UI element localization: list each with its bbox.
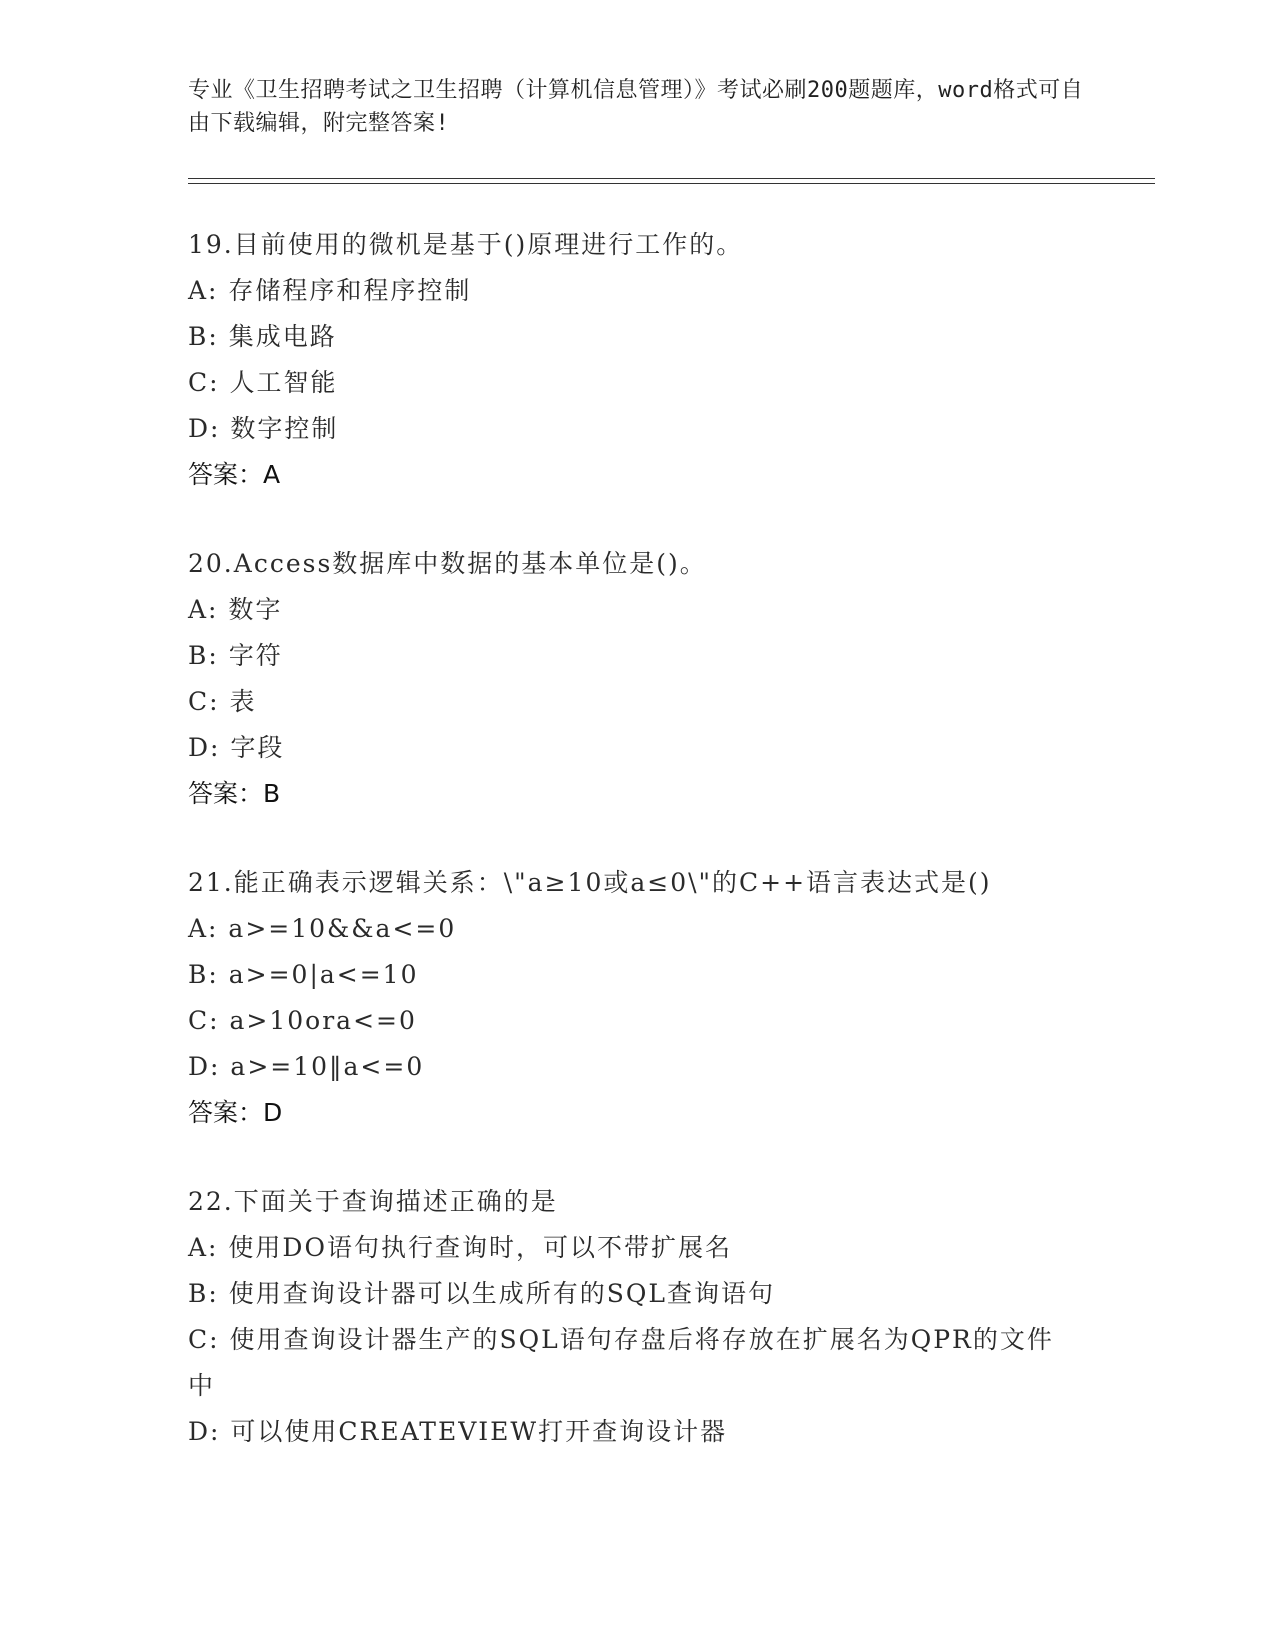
option-d: D: a>=10‖a<=0 — [188, 1052, 425, 1081]
question-22 — [188, 1179, 1088, 1455]
option-c: C: 使用查询设计器生产的SQL语句存盘后将存放在扩展名为QPR的文件中 — [188, 1325, 1054, 1400]
question-19 — [188, 222, 1088, 498]
option-b: B: 集成电路 — [188, 322, 337, 351]
option-a: A: 数字 — [188, 595, 283, 624]
header-divider-bottom — [188, 183, 1155, 184]
option-d: D: 字段 — [188, 733, 285, 762]
option-b: B: 字符 — [188, 641, 283, 670]
question-title: 21.能正确表示逻辑关系：\"a≥10或a≤0\"的C++语言表达式是() — [188, 868, 992, 897]
option-a: A: a>=10&&a<=0 — [188, 914, 457, 943]
answer: 答案：D — [188, 1098, 283, 1127]
header-divider-top — [188, 178, 1155, 179]
answer: 答案：A — [188, 460, 281, 489]
question-title: 20.Access数据库中数据的基本单位是()。 — [188, 549, 707, 578]
option-c: C: 人工智能 — [188, 368, 338, 397]
option-a: A: 存储程序和程序控制 — [188, 276, 472, 305]
option-b: B: a>=0|a<=10 — [188, 960, 419, 989]
option-d: D: 可以使用CREATEVIEW打开查询设计器 — [188, 1417, 728, 1446]
option-d: D: 数字控制 — [188, 414, 339, 443]
option-a: A: 使用DO语句执行查询时，可以不带扩展名 — [188, 1233, 732, 1262]
document-header: 专业《卫生招聘考试之卫生招聘（计算机信息管理）》考试必刷200题题库，word格式可自由下载编辑，附完整答案! — [188, 78, 1084, 136]
question-20 — [188, 541, 1088, 817]
question-21 — [188, 860, 1088, 1136]
option-c: C: 表 — [188, 687, 257, 716]
option-c: C: a>10ora<=0 — [188, 1006, 417, 1035]
question-title: 22.下面关于查询描述正确的是 — [188, 1187, 558, 1216]
answer: 答案：B — [188, 779, 281, 808]
question-title: 19.目前使用的微机是基于()原理进行工作的。 — [188, 230, 744, 259]
option-b: B: 使用查询设计器可以生成所有的SQL查询语句 — [188, 1279, 775, 1308]
